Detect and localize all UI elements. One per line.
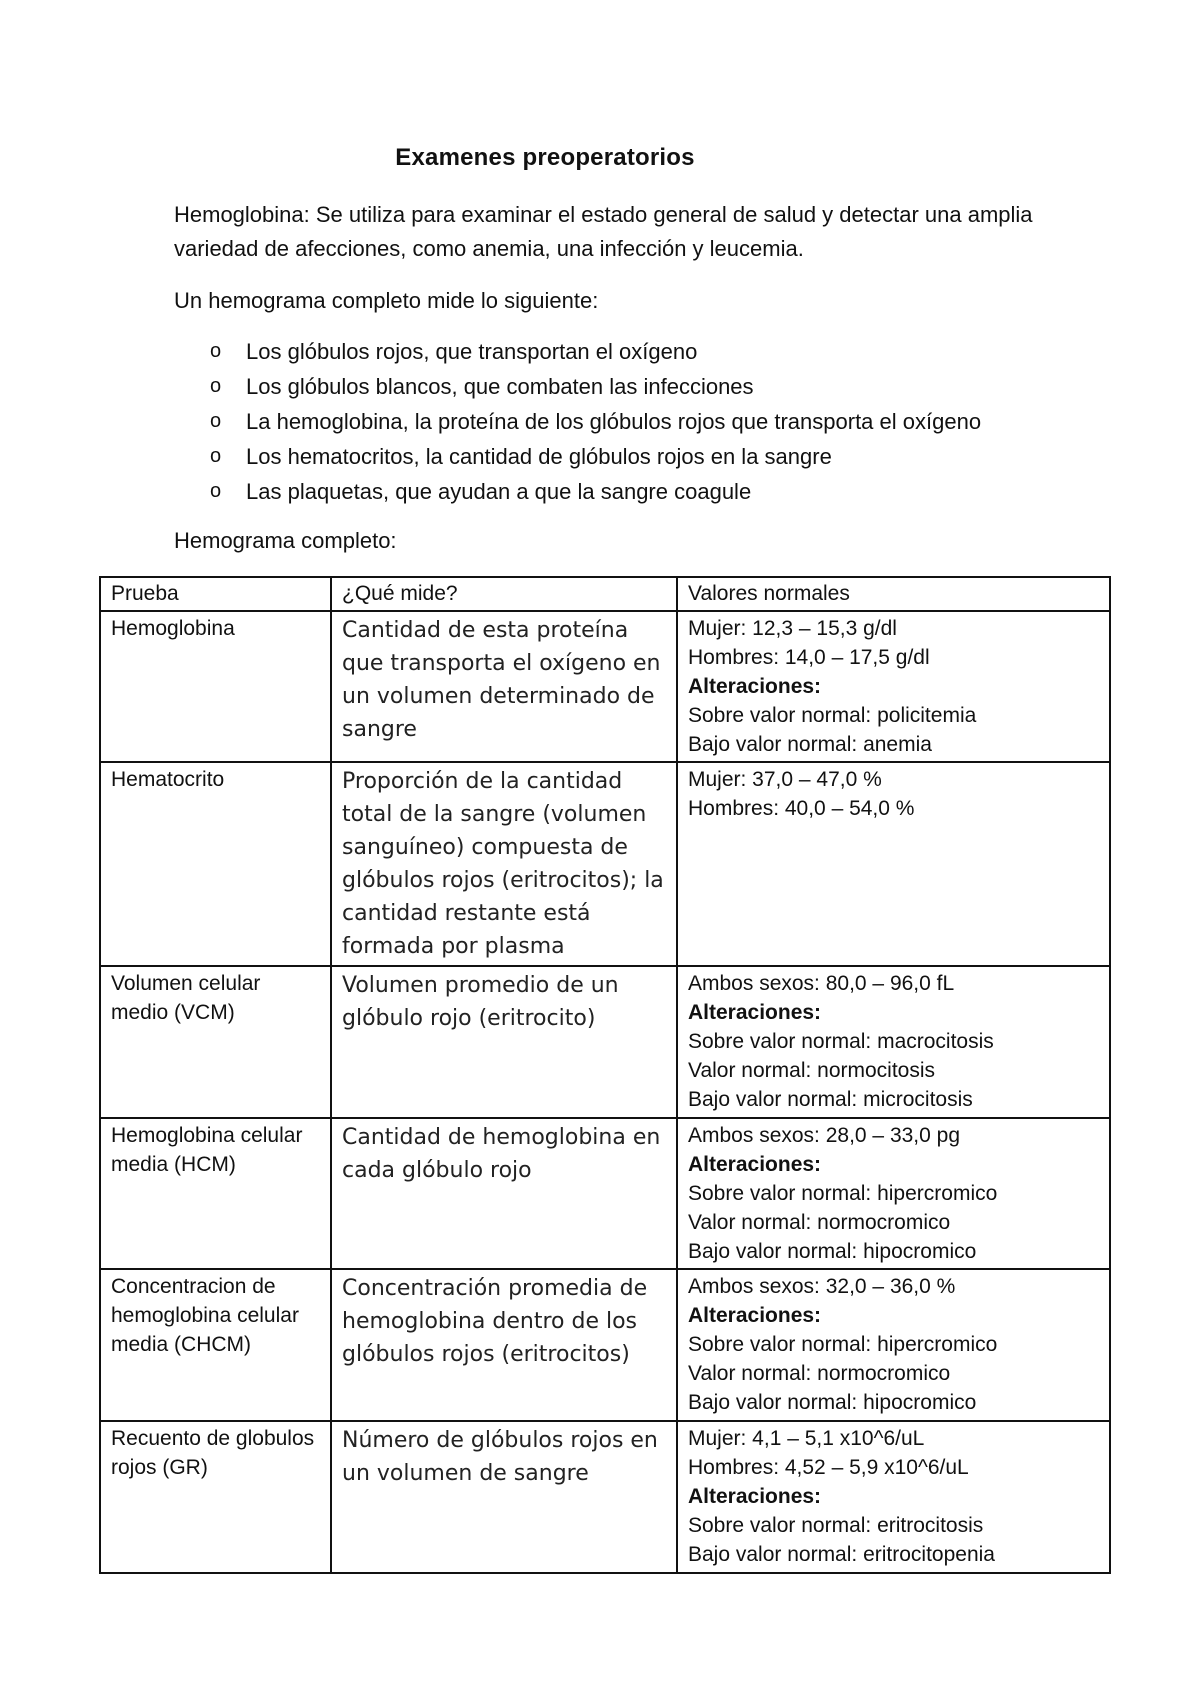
list-item: o Las plaquetas, que ayudan a que la sangre coagule (208, 474, 981, 509)
alteration-line: Sobre valor normal: hipercromico (688, 1333, 998, 1356)
value-line: Ambos sexos: 28,0 – 33,0 pg (688, 1124, 961, 1147)
cell-test: Hematocrito (100, 762, 331, 966)
subheading-hemograma-mide: Un hemograma completo mide lo siguiente: (174, 288, 599, 313)
alteration-line: Valor normal: normocitosis (688, 1059, 936, 1082)
list-item: o La hemoglobina, la proteína de los glóbulos rojos que transporta el oxígeno (208, 404, 981, 439)
alteration-line: Valor normal: normocromico (688, 1362, 951, 1385)
cell-test: Recuento de globulos rojos (GR) (100, 1421, 331, 1573)
table-row (100, 1421, 1110, 1573)
alteration-line: Bajo valor normal: hipocromico (688, 1391, 977, 1414)
value-line: Ambos sexos: 80,0 – 96,0 fL (688, 972, 955, 995)
value-line: Mujer: 12,3 – 15,3 g/dl (688, 617, 897, 640)
cell-measures: Volumen promedio de un glóbulo rojo (eritrocito) (331, 966, 677, 1118)
table-row (100, 762, 1110, 966)
cell-values (677, 1118, 1110, 1269)
intro-paragraph: Hemoglobina: Se utiliza para examinar el estado general de salud y detectar una amplia variedad de afecciones, como anemia, una infección y leucemia. (174, 202, 1033, 261)
cell-measures: Número de glóbulos rojos en un volumen de sangre (331, 1421, 677, 1573)
cell-test: Hemoglobina celular media (HCM) (100, 1118, 331, 1269)
cell-measures: Cantidad de hemoglobina en cada glóbulo rojo (331, 1118, 677, 1269)
table-row (100, 611, 1110, 762)
subheading-hemograma-completo: Hemograma completo: (174, 528, 397, 553)
alteration-line: Sobre valor normal: macrocitosis (688, 1030, 994, 1053)
alteration-line: Bajo valor normal: microcitosis (688, 1088, 973, 1111)
cell-measures: Cantidad de esta proteína que transporta el oxígeno en un volumen determinado de sangre (331, 611, 677, 762)
hemograma-bullet-list (208, 334, 981, 509)
value-line: Hombres: 40,0 – 54,0 % (688, 797, 915, 820)
bullet-circle-icon: o (210, 340, 222, 362)
list-item: o Los hematocritos, la cantidad de glóbulos rojos en la sangre (208, 439, 981, 474)
alteration-line: Sobre valor normal: hipercromico (688, 1182, 998, 1205)
header-valores-normales: Valores normales (677, 577, 1110, 611)
cell-values (677, 1269, 1110, 1421)
table-header-row (100, 577, 1110, 611)
cell-measures: Concentración promedia de hemoglobina dentro de los glóbulos rojos (eritrocitos) (331, 1269, 677, 1421)
header-prueba: Prueba (100, 577, 331, 611)
header-que-mide: ¿Qué mide? (331, 577, 677, 611)
alteration-line: Valor normal: normocromico (688, 1211, 951, 1234)
value-line: Ambos sexos: 32,0 – 36,0 % (688, 1275, 956, 1298)
alteration-line: Bajo valor normal: eritrocitopenia (688, 1543, 995, 1566)
table-row (100, 1269, 1110, 1421)
alterations-label: Alteraciones: (688, 1304, 822, 1327)
alterations-label: Alteraciones: (688, 1485, 822, 1508)
cell-values (677, 966, 1110, 1118)
list-item: o Los glóbulos blancos, que combaten las infecciones (208, 369, 981, 404)
cell-test: Concentracion de hemoglobina celular media (CHCM) (100, 1269, 331, 1421)
alteration-line: Bajo valor normal: hipocromico (688, 1240, 977, 1263)
bullet-circle-icon: o (210, 410, 222, 432)
alteration-line: Sobre valor normal: policitemia (688, 704, 977, 727)
cell-values (677, 1421, 1110, 1573)
value-line: Hombres: 14,0 – 17,5 g/dl (688, 646, 930, 669)
value-line: Mujer: 37,0 – 47,0 % (688, 768, 882, 791)
table-row (100, 1118, 1110, 1269)
value-line: Hombres: 4,52 – 5,9 x10^6/uL (688, 1456, 969, 1479)
document-title: Examenes preoperatorios (395, 144, 695, 171)
value-line: Mujer: 4,1 – 5,1 x10^6/uL (688, 1427, 925, 1450)
bullet-circle-icon: o (210, 445, 222, 467)
alteration-line: Sobre valor normal: eritrocitosis (688, 1514, 984, 1537)
cell-test: Hemoglobina (100, 611, 331, 762)
cell-values (677, 611, 1110, 762)
alterations-label: Alteraciones: (688, 1001, 822, 1024)
alterations-label: Alteraciones: (688, 1153, 822, 1176)
hemograma-table (99, 576, 1111, 1574)
alteration-line: Bajo valor normal: anemia (688, 733, 932, 756)
cell-measures: Proporción de la cantidad total de la sangre (volumen sanguíneo) compuesta de glóbulos rojos (eritrocitos); la cantidad restante está formada por plasma (331, 762, 677, 966)
list-item: o Los glóbulos rojos, que transportan el oxígeno (208, 334, 981, 369)
alterations-label: Alteraciones: (688, 675, 822, 698)
table-row (100, 966, 1110, 1118)
cell-test: Volumen celular medio (VCM) (100, 966, 331, 1118)
bullet-circle-icon: o (210, 375, 222, 397)
cell-values (677, 762, 1110, 966)
bullet-circle-icon: o (210, 480, 222, 502)
